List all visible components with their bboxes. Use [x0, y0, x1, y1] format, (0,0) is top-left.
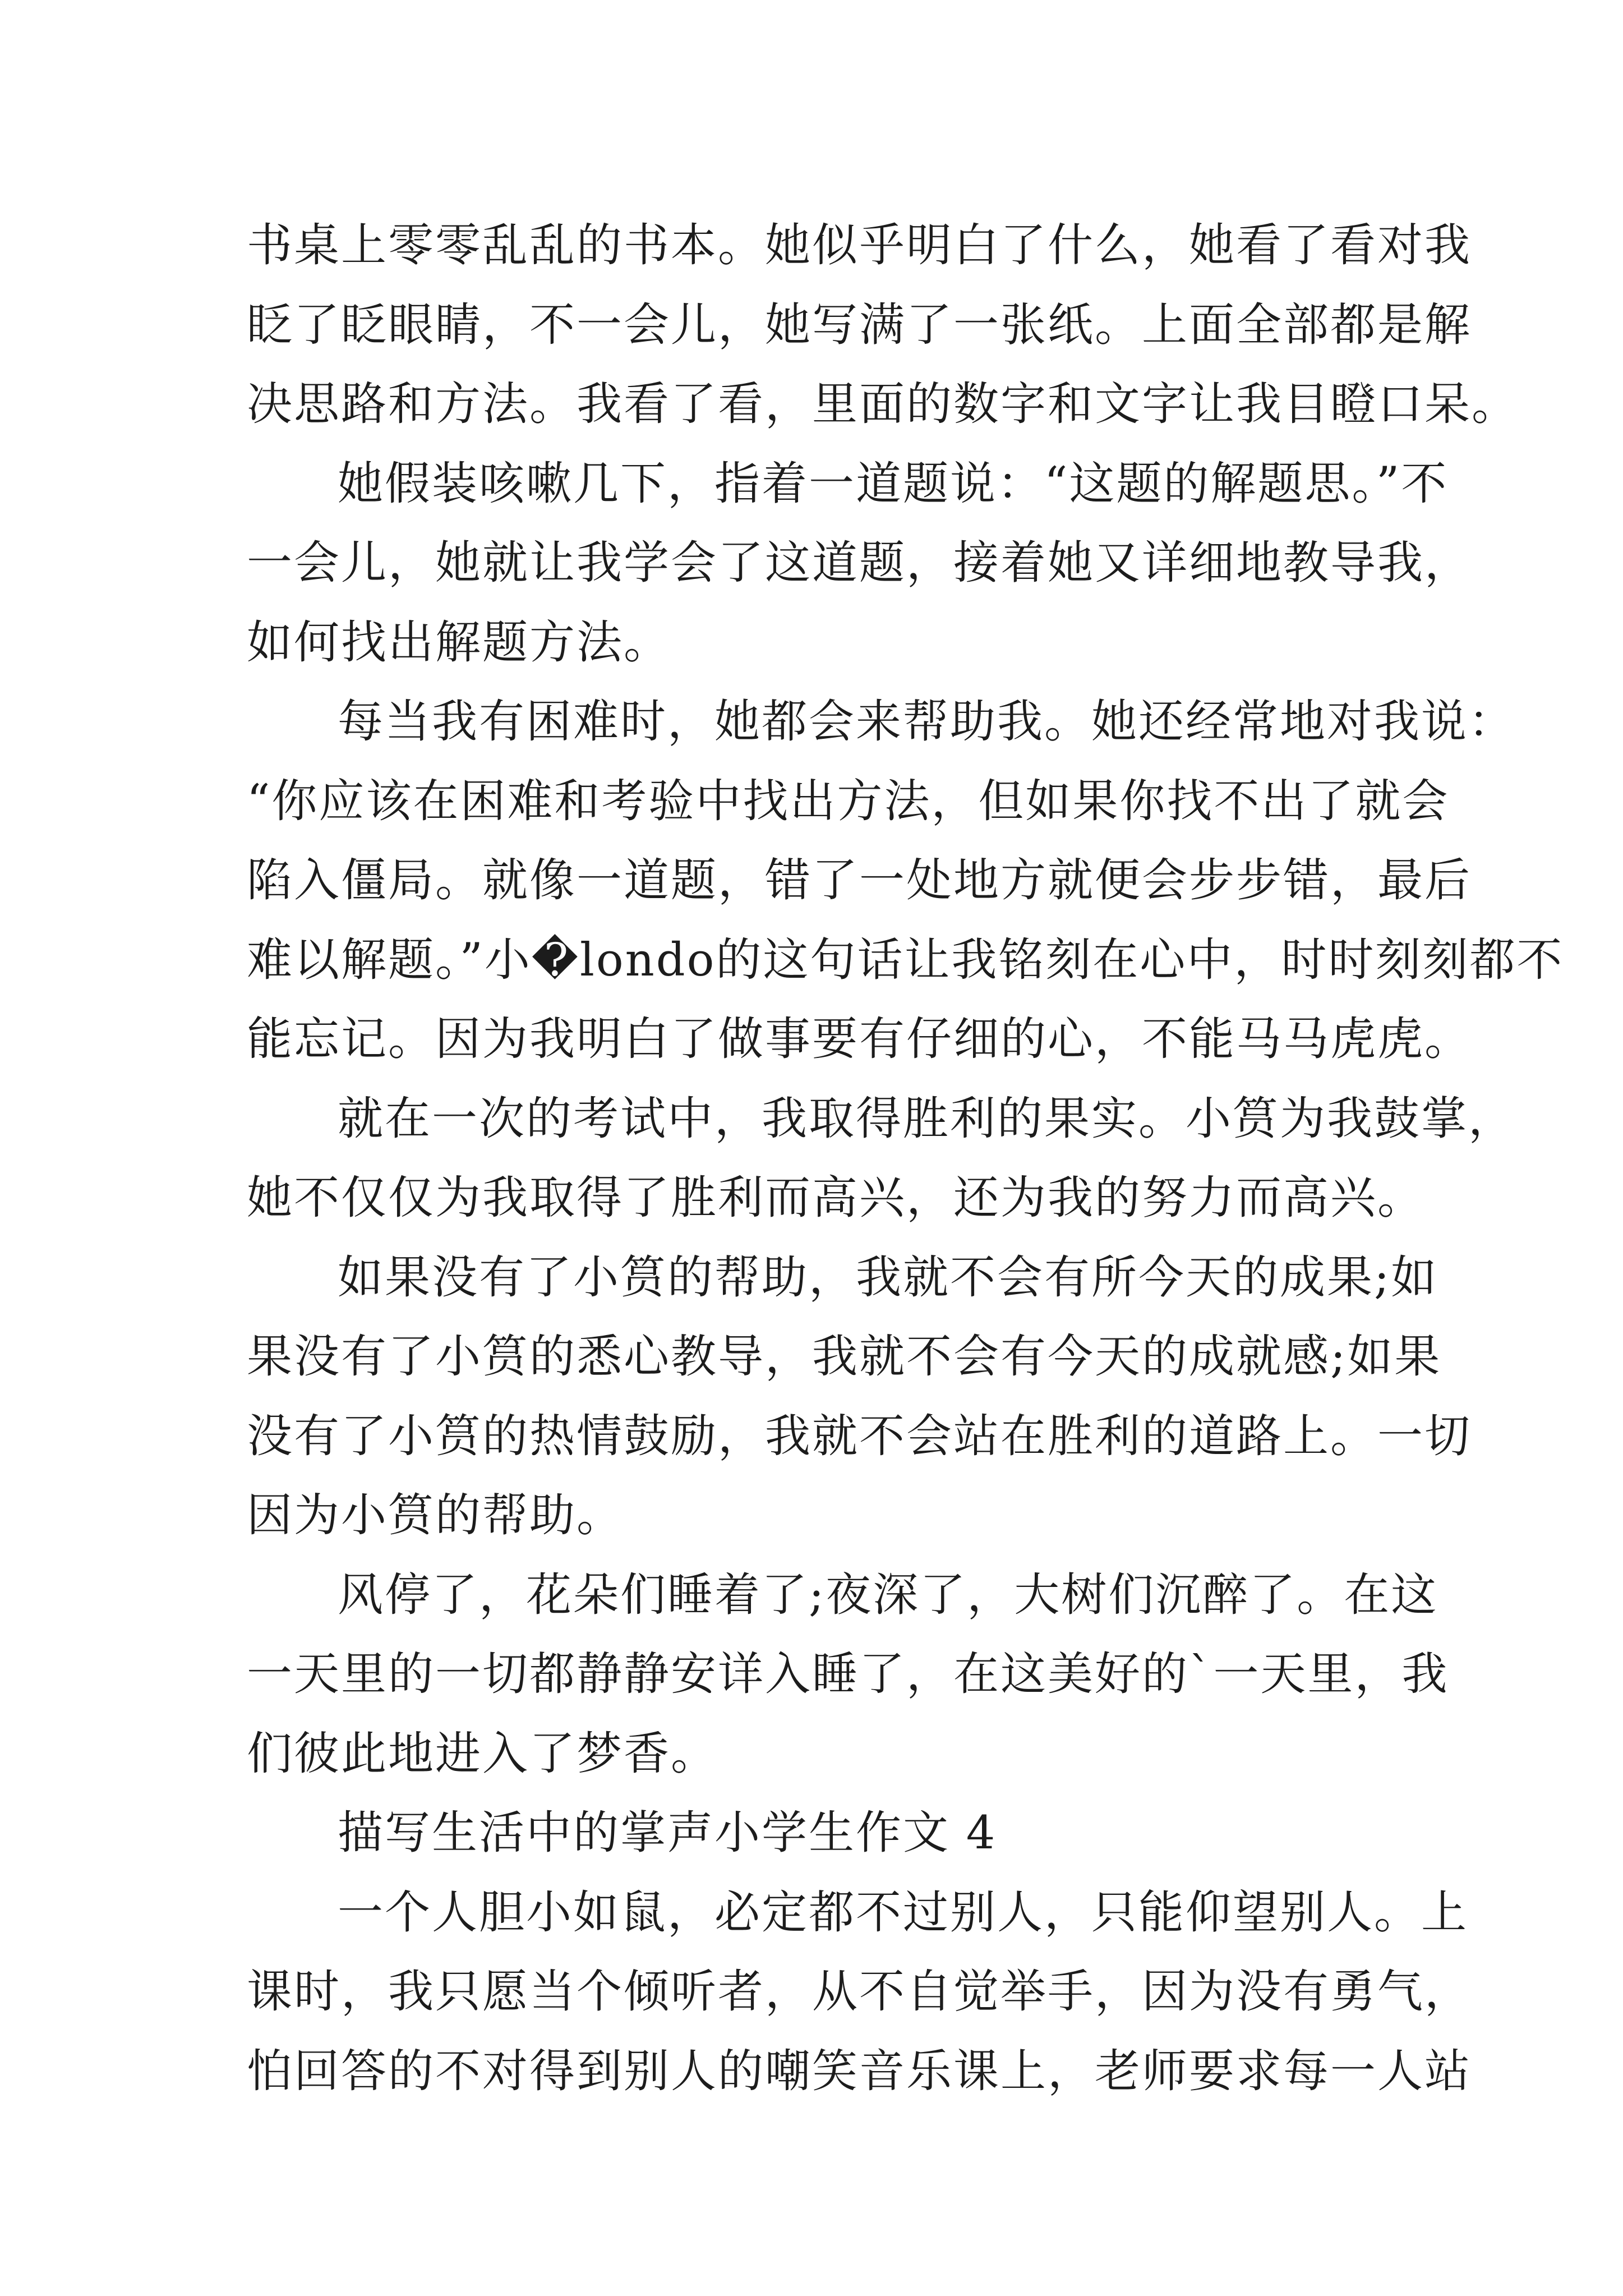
text-line-15: 果没有了小筼的悉心教导，我就不会有今天的成就感;如果 — [247, 1331, 1442, 1383]
text-line-8: “你应该在困难和考验中找出方法，但如果你找不出了就会 — [247, 775, 1450, 828]
text-line-20: 们彼此地进入了梦香。 — [247, 1727, 718, 1780]
text-line-22: 一个人胆小如鼠，必定都不过别人，只能仰望别人。上 — [338, 1886, 1469, 1939]
text-line-11: 能忘记。因为我明白了做事要有仔细的心，不能马马虎虎。 — [247, 1013, 1472, 1066]
text-line-6: 如何找出解题方法。 — [247, 616, 671, 669]
text-line-24: 怕回答的不对得到别人的嘲笑音乐课上，老师要求每一人站 — [247, 2045, 1472, 2098]
text-line-18: 风停了，花朵们睡着了;夜深了，大树们沉醉了。在这 — [338, 1568, 1438, 1622]
text-line-4: 她假装咳嗽几下，指着一道题说：“这题的解题思。”不 — [338, 457, 1449, 510]
text-line-23: 课时，我只愿当个倾听者，从不自觉举手，因为没有勇气， — [247, 1966, 1472, 2018]
text-line-7: 每当我有困难时，她都会来帮助我。她还经常地对我说： — [338, 696, 1516, 748]
text-line-2: 眨了眨眼睛，不一会儿，她写满了一张纸。上面全部都是解 — [247, 298, 1472, 352]
section-heading: 描写生活中的掌声小学生作文 4 — [338, 1807, 997, 1860]
text-line-3: 决思路和方法。我看了看，里面的数字和文字让我目瞪口呆。 — [247, 378, 1519, 431]
text-line-17: 因为小筼的帮助。 — [247, 1489, 624, 1542]
text-line-13: 她不仅仅为我取得了胜利而高兴，还为我的努力而高兴。 — [247, 1172, 1425, 1225]
text-line-14: 如果没有了小筼的帮助，我就不会有所今天的成果;如 — [338, 1251, 1438, 1304]
text-line-12: 就在一次的考试中，我取得胜利的果实。小筼为我鼓掌， — [338, 1092, 1516, 1145]
text-line-10: 难以解题。”小�londo的这句话让我铭刻在心中，时时刻刻都不 — [247, 933, 1564, 987]
text-line-5: 一会儿，她就让我学会了这道题，接着她又详细地教导我， — [247, 537, 1472, 590]
text-line-1: 书桌上零零乱乱的书本。她似乎明白了什么，她看了看对我 — [247, 219, 1472, 272]
text-line-19: 一天里的一切都静静安详入睡了，在这美好的`一天里，我 — [247, 1648, 1449, 1701]
text-line-16: 没有了小筼的热情鼓励，我就不会站在胜利的道路上。一切 — [247, 1410, 1472, 1463]
text-line-9: 陷入僵局。就像一道题，错了一处地方就便会步步错，最后 — [247, 854, 1472, 907]
document-body — [247, 206, 1564, 2111]
